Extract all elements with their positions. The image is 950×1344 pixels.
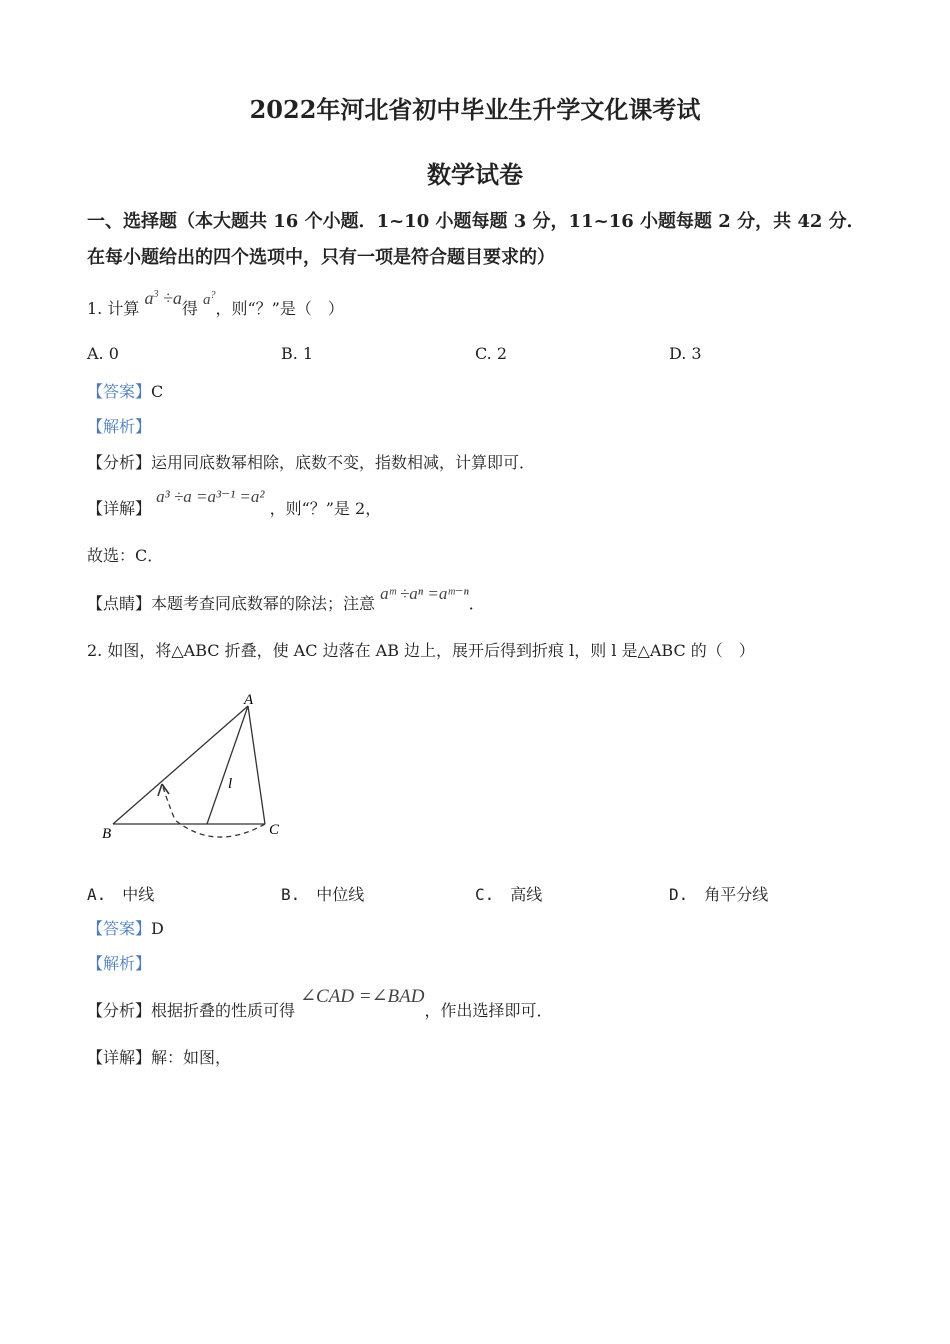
q2-fenxi [87,986,553,1022]
page-subtitle: 数学试卷 [427,160,523,189]
side-ac [248,706,265,824]
q1-option-c: C. 2 [475,344,508,363]
answer-value: C [151,382,164,401]
section-heading: 一、选择题（本大题共 16 个小题．1~10 小题每题 3 分，11~16 小题每题 2 分，共 42 分．在每小题给出的四个选项中，只有一项是符合题目要求的） [87,211,865,268]
fenxi-math: ∠CAD =∠BAD [300,986,425,1007]
q1-de: 得 [181,299,198,318]
q2-option-a: A. 中线 [87,885,155,904]
q1-guxuan: 故选：C． [87,546,164,565]
q2-stem: 2. 如图，将△ABC 折叠，使 AC 边落在 AB 边上，展开后得到折痕 l，则 l 是△ABC 的（ ） [87,641,755,660]
q1-option-d: D. 3 [669,344,702,363]
fenxi-text: 运用同底数幂相除，底数不变，指数相减，计算即可． [151,453,536,472]
dianjing-math: aᵐ ÷aⁿ =aᵐ⁻ⁿ [380,584,469,603]
q1-stem [87,288,344,319]
xiangjie-tag: 【详解】 [87,1048,152,1067]
xiangjie-math: a³ ÷a =a³⁻¹ =a² [156,487,265,506]
q2-option-b: B. 中位线 [281,885,365,904]
answer-tag: 【答案】 [87,919,152,938]
fenxi-tag: 【分析】 [87,453,152,472]
q2-xiangjie [87,1045,231,1068]
answer-tag: 【答案】 [87,382,152,401]
dianjing-tag: 【点睛】 [87,594,152,613]
q2-option-d: D. 角平分线 [669,885,769,904]
q2-triangle-figure [95,690,295,850]
q1-result: a? [202,290,216,308]
fenxi-text: 根据折叠的性质可得 [151,1001,296,1020]
q1-option-b: B. 1 [281,344,314,363]
label-a: A [244,692,254,708]
q1-prefix: 1. 计算 [87,299,140,318]
fenxi-tag: 【分析】 [87,1001,152,1020]
xiangjie-suffix: ，则“？”是 2， [269,499,382,518]
fenxi-suffix: ，作出选择即可． [424,1001,553,1020]
page-title: 2022年河北省初中毕业生升学文化课考试 [249,95,701,124]
label-c: C [269,822,280,838]
q1-expression: $a^3 \div a$ [144,288,182,308]
xiangjie-text: 解：如图， [151,1048,232,1067]
answer-value: D [151,919,164,938]
q1-suffix: ，则“？”是（ ） [215,299,344,318]
q2-answer [87,916,164,939]
dianjing-end: ． [468,594,485,613]
dianjing-text: 本题考查同底数幂的除法；注意 [151,594,376,613]
xiangjie-tag: 【详解】 [87,499,152,518]
q1-dianjing [87,584,485,614]
q2-option-c: C. 高线 [475,885,543,904]
q1-fenxi [87,450,535,473]
fold-arc [162,784,265,837]
q1-xiangjie [87,487,382,519]
q1-analysis-tag: 【解析】 [87,417,152,436]
label-b: B [102,826,112,842]
q1-option-a: A. 0 [87,344,119,363]
q2-analysis-tag: 【解析】 [87,954,152,973]
q1-answer [87,379,163,402]
label-l: l [228,776,233,792]
